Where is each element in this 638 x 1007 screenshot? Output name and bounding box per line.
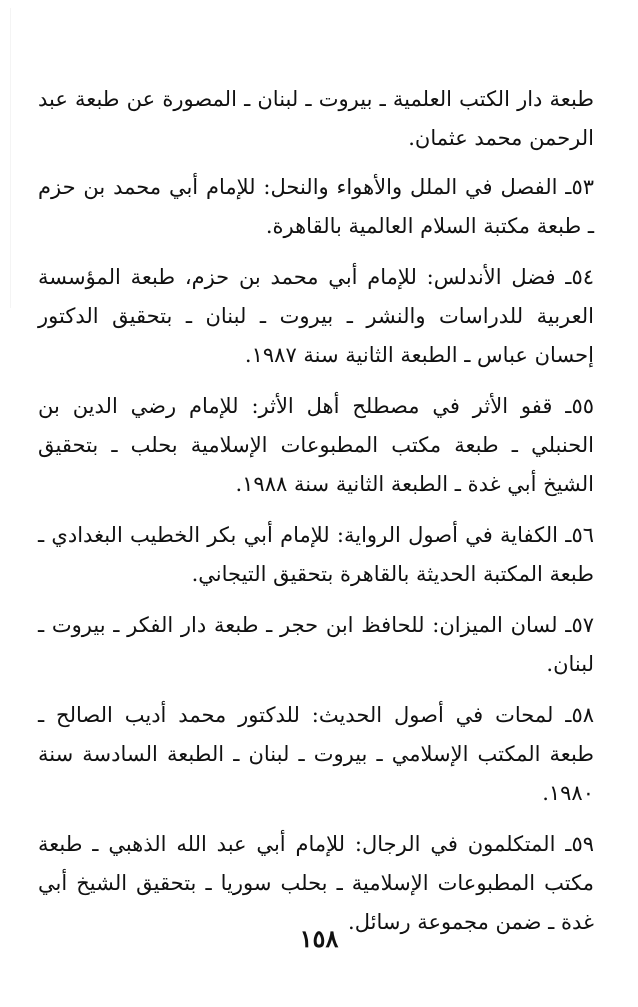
page-edge-shadow <box>10 8 11 308</box>
bibliography-entry-57: ٥٧ـ لسان الميزان: للحافظ ابن حجر ـ طبعة دار الفكر ـ بيروت ـ لبنان. <box>38 613 594 676</box>
page-number: ١٥٨ <box>299 924 339 953</box>
bibliography-entry-55: ٥٥ـ قفو الأثر في مصطلح أهل الأثر: للإمام رضي الدين بن الحنبلي ـ طبعة مكتب المطبوعات الإسلامية بحلب ـ بتحقيق الشيخ أبي غدة ـ الطبعة الثانية سنة ١٩٨٨. <box>38 394 594 496</box>
bibliography-entry-53: ٥٣ـ الفصل في الملل والأهواء والنحل: للإمام أبي محمد بن حزم ـ طبعة مكتبة السلام العالمية بالقاهرة. <box>38 175 594 238</box>
bibliography-entry-58: ٥٨ـ لمحات في أصول الحديث: للدكتور محمد أديب الصالح ـ طبعة المكتب الإسلامي ـ بيروت ـ لبنان ـ الطبعة السادسة سنة ١٩٨٠. <box>38 703 594 805</box>
bibliography-entry-56: ٥٦ـ الكفاية في أصول الرواية: للإمام أبي بكر الخطيب البغدادي ـ طبعة المكتبة الحديثة بالقاهرة بتحقيق التيجاني. <box>38 523 594 586</box>
bibliography-list <box>38 80 594 954</box>
bibliography-entry-54: ٥٤ـ فضل الأندلس: للإمام أبي محمد بن حزم، طبعة المؤسسة العربية للدراسات والنشر ـ بيروت ـ لبنان ـ بتحقيق الدكتور إحسان عباس ـ الطبعة الثانية سنة ١٩٨٧. <box>38 265 594 367</box>
bibliography-entry-59: ٥٩ـ المتكلمون في الرجال: للإمام أبي عبد الله الذهبي ـ طبعة مكتب المطبوعات الإسلامية ـ بحلب سوريا ـ بتحقيق الشيخ أبي غدة ـ ضمن مجموعة رسائل. <box>38 832 594 934</box>
bibliography-entry-continuation: طبعة دار الكتب العلمية ـ بيروت ـ لبنان ـ المصورة عن طبعة عبد الرحمن محمد عثمان. <box>38 87 594 150</box>
